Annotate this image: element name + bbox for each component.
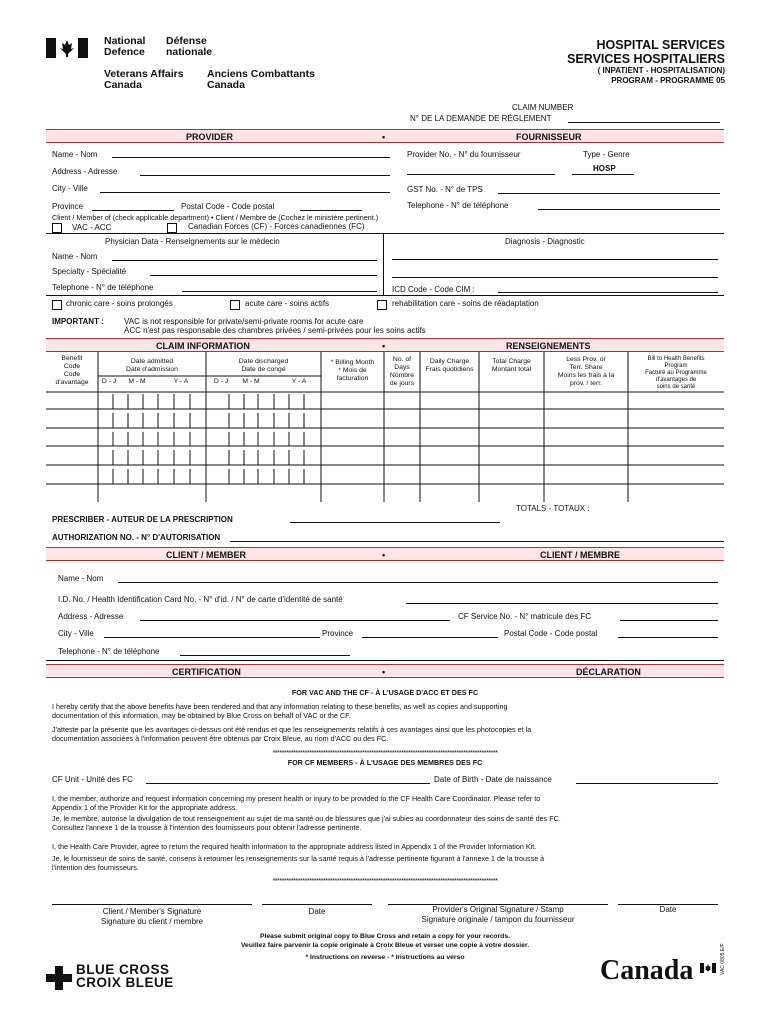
canada-wordmark-flag-icon <box>700 960 716 970</box>
claim-number-label-fr: N° DE LA DEMANDE DE RÈGLEMENT <box>410 114 552 123</box>
client-id-field[interactable] <box>406 603 718 604</box>
col-benefit: Benefit Code Code d'avantage <box>55 355 89 386</box>
vac-label: VAC - ACC <box>72 223 112 232</box>
stars-divider-2: ************************************************************************************************** <box>272 876 498 885</box>
canada-wordmark: Canada <box>600 955 694 986</box>
provider-address-label: Address - Adresse <box>52 167 118 176</box>
physician-name-label: Name - Nom <box>52 252 98 261</box>
client-telephone-field[interactable] <box>180 655 350 656</box>
va-fr: Anciens Combattants Canada <box>207 68 315 91</box>
col-discharged: Date discharged Date de congé <box>238 358 289 373</box>
submit-note: Please submit original copy to Blue Cross and retain a copy for your records. Veuillez faire parvenir la copie originale à Croix Bleue et verser une copie à votre dossier. <box>240 933 530 949</box>
col-discharged-y: Y - A <box>291 378 307 385</box>
chronic-checkbox[interactable] <box>52 300 62 310</box>
icd-field[interactable] <box>498 292 718 293</box>
diagnosis-title: Diagnosis - Diagnostic <box>505 237 585 246</box>
instructions-note: * Instructions on reverse - * Instructions au verso <box>305 954 465 961</box>
nd-en: National Defence <box>104 35 146 58</box>
physician-name-field[interactable] <box>112 260 377 261</box>
cf-cert-fr: Je, le membre, autorise la divulgation de tout renseignement au sujet de ma santé ou de blessures que j'ai subies au coordonnateur des soins de santé des FC. Consultez l'annexe 1 de la trousse à l'intention des fournisseurs pour obtenir l'adresse pertinente. <box>52 814 561 832</box>
col-admitted: Date admitted Date d'admission <box>126 358 178 373</box>
provider-signature-label: Provider's Original Signature / Stamp Signature originale / tampon du fournisseur <box>421 905 575 924</box>
claim-table <box>46 352 724 513</box>
client-section <box>46 561 724 661</box>
physician-specialty-label: Specialty - Spécialité <box>52 267 127 276</box>
vac-cert-en: I hereby certify that the above benefits have been rendered and that any information relating to these benefits, as well as copies and supporting documentation of this information, may be obtained by Blue Cross on behalf of VAC or the CF. <box>52 702 508 720</box>
cf-cert-title: FOR CF MEMBERS - À L'USAGE DES MEMBRES DES FC <box>287 758 483 767</box>
provider-address-field[interactable] <box>140 175 390 176</box>
client-postal-field[interactable] <box>618 637 718 638</box>
va-en: Veterans Affairs Canada <box>104 68 184 91</box>
cf-unit-label: CF Unit - Unité des FC <box>52 775 133 784</box>
col-admitted-m: M - M <box>128 378 146 385</box>
client-postal-label: Postal Code - Code postal <box>504 629 598 638</box>
client-id-label: I.D. No. / Health Identification Card No. - N° d'id. / N° de carte d'identité de santé <box>58 595 343 604</box>
certification-header: CERTIFICATION • DÉCLARATION <box>46 664 724 678</box>
cf-service-label: CF Service No. - N° matricule des FC <box>458 612 592 621</box>
client-city-label: City - Ville <box>58 629 94 638</box>
form-title: HOSPITAL SERVICES SERVICES HOSPITALIERS <box>567 38 725 66</box>
provider-city-label: City - Ville <box>52 184 88 193</box>
authorization-field[interactable] <box>230 541 724 542</box>
col-days: No. of Days Nombre de jours <box>389 356 415 387</box>
client-province-field[interactable] <box>362 637 498 638</box>
cf-cert-en: I, the member, authorize and request information concerning my present health or injury to be provided to the CF Health Care Coordinator. Please refer to Appendix 1 of the Provider Kit for the appropriate address. <box>52 794 541 812</box>
client-member-label: Client / Member of (check applicable department) • Client / Membre de (Cochez le ministère pertinent.) <box>52 213 379 222</box>
type-label: Type - Genre <box>583 150 630 159</box>
provider-telephone-label: Telephone - N° de téléphone <box>407 201 509 210</box>
provider-header: PROVIDER • FOURNISSEUR <box>46 129 724 143</box>
physician-specialty-field[interactable] <box>150 275 377 276</box>
dob-label: Date of Birth - Date de naissance <box>434 775 552 784</box>
province-field[interactable] <box>92 210 174 211</box>
province-label: Province <box>52 202 84 211</box>
important-en: VAC is not responsible for private/semi-private rooms for acute care <box>124 317 364 326</box>
provider-no-field[interactable] <box>407 174 555 175</box>
canada-flag-icon <box>46 38 88 58</box>
col-daily: Daily Charge Frais quotidiens <box>425 358 474 373</box>
form-subtitle: ( INPATIENT - HOSPITALISATION) PROGRAM - PROGRAMME 05 <box>597 66 725 85</box>
client-header: CLIENT / MEMBER • CLIENT / MEMBRE <box>46 547 724 561</box>
provider-date-label: Date <box>659 905 677 914</box>
client-date-label: Date <box>308 907 326 916</box>
hcp-cert-en: I, the Health Care Provider, agree to return the required health information to the appropriate address listed in Appendix 1 of the Provider Information Kit. <box>52 842 537 851</box>
provider-name-label: Name - Nom <box>52 150 98 159</box>
postal-field[interactable] <box>300 210 362 211</box>
gst-field[interactable] <box>498 193 720 194</box>
acute-label: acute care - soins actifs <box>245 299 330 308</box>
col-admitted-y: Y - A <box>173 378 189 385</box>
dob-field[interactable] <box>576 783 718 784</box>
totals-label: TOTALS - TOTAUX : <box>516 504 590 513</box>
client-date-field[interactable] <box>262 904 372 905</box>
client-name-field[interactable] <box>118 582 718 583</box>
client-signature-label: Client / Member's Signature Signature du client / membre <box>100 907 204 926</box>
stars-divider: ************************************************************************************************** <box>272 748 498 757</box>
prescriber-label: PRESCRIBER - AUTEUR DE LA PRESCRIPTION <box>52 515 233 524</box>
divider <box>383 233 384 295</box>
provider-telephone-field[interactable] <box>538 209 720 210</box>
divider <box>46 295 724 296</box>
vac-cert-fr: J'atteste par la présente que les avantages ci-dessus ont été rendus et que les renseignements relatifs à ces avantages ainsi que les photocopies et la documentation associées à l'information peuvent être obtenus par Croix Bleue, au nom d'ACC ou des FC. <box>52 725 532 743</box>
diagnosis-field-2[interactable] <box>392 277 718 278</box>
vac-cert-title: FOR VAC AND THE CF - À L'USAGE D'ACC ET DES FC <box>291 688 479 697</box>
client-name-label: Name - Nom <box>58 574 104 583</box>
col-bill: Bill to Health Benefits Program Facturé au Programme d'avantages de soins de santé <box>645 356 707 390</box>
physician-telephone-label: Telephone - N° de téléphone <box>52 283 154 292</box>
claim-number-field[interactable] <box>568 122 720 123</box>
client-address-label: Address - Adresse <box>58 612 124 621</box>
provider-city-field[interactable] <box>100 192 390 193</box>
col-discharged-d: D - J <box>213 378 229 385</box>
chronic-label: chronic care - soins prolongés <box>66 299 173 308</box>
icd-label: ICD Code - Code CIM : <box>392 285 475 294</box>
col-less: Less Prov. or Terr. Share Moins les frais à la prov. / terr. <box>557 356 615 387</box>
divider <box>46 233 724 234</box>
physician-title: Physician Data - Renseignements sur le médecin <box>105 237 280 246</box>
provider-name-field[interactable] <box>112 157 390 158</box>
nd-fr: Défense nationale <box>166 35 213 58</box>
client-telephone-label: Telephone - N° de téléphone <box>58 647 160 656</box>
cf-label: Canadian Forces (CF) - Forces canadiennes (FC) <box>188 222 365 231</box>
acute-checkbox[interactable] <box>230 300 240 310</box>
hcp-cert-fr: Je, le fournisseur de soins de santé, consens à retourner les renseignements sur la santé requis à l'adresse pertinente figurant à l'annexe 1 de la trousse à l'intention des fournisseurs. <box>52 854 545 872</box>
col-discharged-m: M - M <box>242 378 260 385</box>
physician-telephone-field[interactable] <box>182 291 377 292</box>
cf-service-field[interactable] <box>620 620 718 621</box>
cf-unit-field[interactable] <box>146 783 430 784</box>
form-number: VAC 0805 E/F <box>720 943 726 975</box>
claim-number-label: CLAIM NUMBER <box>512 103 574 112</box>
gst-label: GST No. - N° de TPS <box>407 185 483 194</box>
type-value: HOSP <box>593 164 616 173</box>
col-total: Total Charge Montant total <box>491 358 532 373</box>
blue-cross-icon <box>46 966 72 990</box>
rehab-label: rehabilitation care - soins de réadaptation <box>392 299 539 308</box>
blue-cross-logo: BLUE CROSS CROIX BLEUE <box>76 962 174 990</box>
type-field[interactable] <box>572 174 634 175</box>
prescriber-field[interactable] <box>290 522 500 523</box>
cf-checkbox[interactable] <box>167 223 177 233</box>
postal-label: Postal Code - Code postal <box>181 202 275 211</box>
vac-checkbox[interactable] <box>52 223 62 233</box>
rehab-checkbox[interactable] <box>377 300 387 310</box>
client-city-field[interactable] <box>104 637 320 638</box>
diagnosis-field-1[interactable] <box>392 259 718 260</box>
client-address-field[interactable] <box>140 620 450 621</box>
client-signature-field[interactable] <box>52 904 252 905</box>
important-label: IMPORTANT : <box>52 317 104 326</box>
provider-no-label: Provider No. - N° du fournisseur <box>407 150 521 159</box>
authorization-label: AUTHORIZATION NO. - N° D'AUTORISATION <box>52 533 221 542</box>
client-province-label: Province <box>322 629 354 638</box>
important-fr: ACC n'est pas responsable des chambres privées / semi-privées pour les soins actifs <box>124 326 426 335</box>
col-billing: * Billing Month * Mois de facturation <box>330 359 375 382</box>
col-admitted-d: D - J <box>101 378 117 385</box>
claim-header: CLAIM INFORMATION • RENSEIGNEMENTS <box>46 338 724 352</box>
